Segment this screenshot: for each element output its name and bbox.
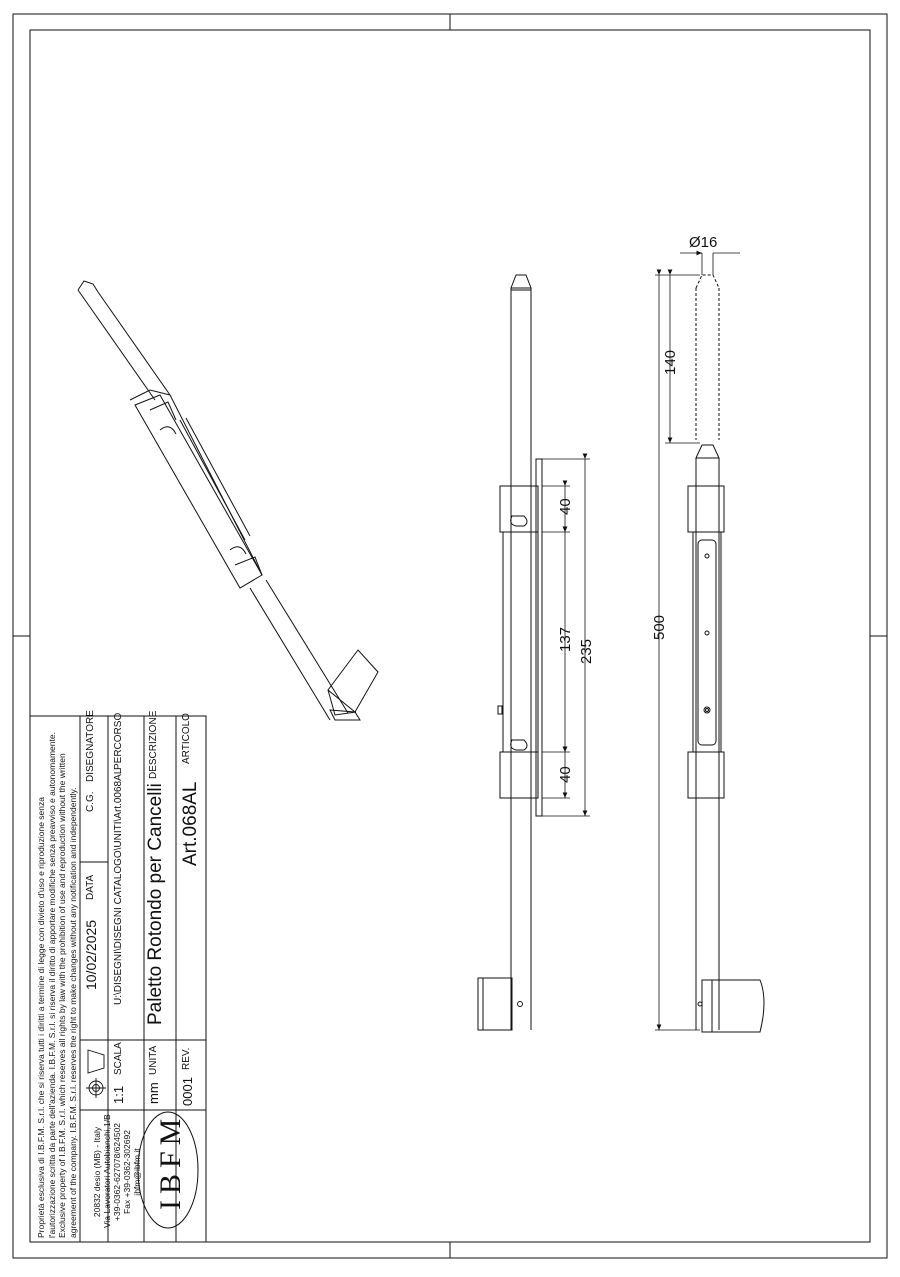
dim-side-diameter: Ø16 <box>689 234 718 251</box>
rev-label: REV. <box>181 1047 192 1070</box>
articolo-label: ARTICOLO <box>181 713 192 764</box>
disclaimer: Proprietà esclusiva di I.B.F.M. S.r.l. che si riserva tutti i diritti a termine di legge con divieto d'uso e riproduzione senza l'autorizzazione scritta da parte dell'azienda. I.B.F.M. S.r.l. si riserva il diritto di apportare modifiche senza preavviso e autonomamente. Exclusive property of I.B.F.M. S.r.l. which reserves all rights by law with the prohibition of use and reproduction without the written agreement of the company. I.B.F.M. S.r.l. reserves the right to make changes without any notification and independently. <box>36 732 78 1238</box>
descrizione-value: Paletto Rotondo per Cancelli <box>145 783 166 1025</box>
percorso-label: PERCORSO <box>113 712 124 770</box>
rev-value: 0001 <box>180 1077 195 1106</box>
company-address: 20832 desio (MB) - Italy Via Lavoratori Autobianchi,1/B +39-0362-627078/624502 Fax +39-0362-302692 ibfm@ibfm.it <box>92 1114 142 1228</box>
dim-side-travel: 140 <box>662 349 679 375</box>
logo: IBFM <box>154 1112 187 1210</box>
dim-front-bottom: 40 <box>557 766 574 783</box>
unita-value: mm <box>146 1082 161 1104</box>
dim-front-total: 235 <box>578 638 595 664</box>
scala-value: 1:1 <box>111 1085 126 1104</box>
unita-label: UNITA <box>148 1045 159 1075</box>
scala-label: SCALA <box>113 1042 124 1075</box>
articolo-value: Art.068AL <box>180 781 201 866</box>
descrizione-label: DESCRIZIONE <box>148 710 159 779</box>
data-value: 10/02/2025 <box>83 919 99 990</box>
disegnatore-label: DISEGNATORE <box>85 710 96 782</box>
dim-front-top: 40 <box>557 498 574 515</box>
percorso-value: U:\DISEGNI\DISEGNI CATALOGO\UNITI\Art.0068AL <box>113 768 124 1005</box>
side-view <box>688 275 764 1032</box>
disegnatore-value: C.G. <box>85 791 96 812</box>
data-label: DATA <box>85 874 96 900</box>
isometric-view <box>78 281 378 720</box>
front-view <box>478 275 542 1030</box>
projection-symbol <box>86 1050 106 1098</box>
dim-side-length: 500 <box>651 614 668 640</box>
dim-front-mid: 137 <box>557 626 574 652</box>
